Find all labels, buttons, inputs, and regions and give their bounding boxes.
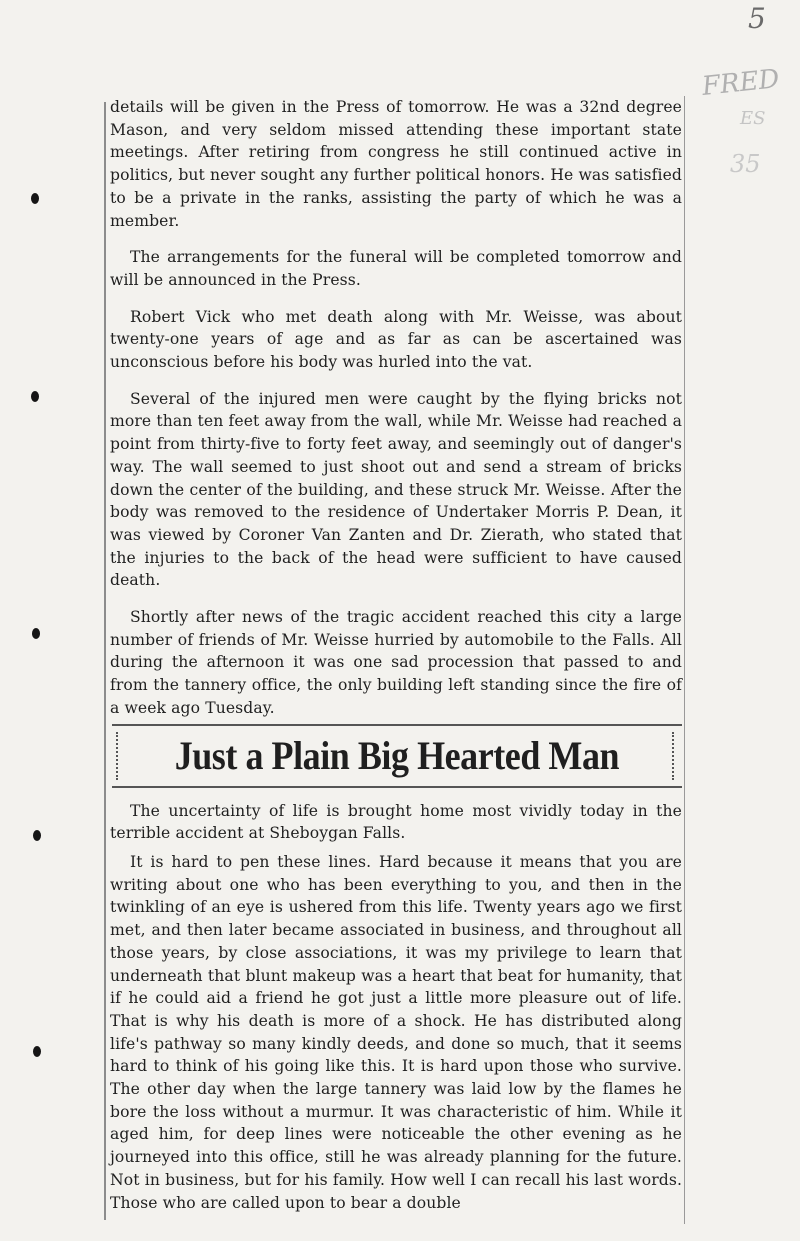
- article-paragraph: Robert Vick who met death along with Mr. Weisse, was about twenty-one years of age and as far as can be ascertained was unconscious before his body was hurled into the vat.: [110, 307, 682, 372]
- headline-box: [112, 724, 682, 788]
- page-number: 5: [748, 2, 766, 35]
- binder-hole: [33, 830, 41, 841]
- newspaper-clipping: [100, 96, 682, 1228]
- margin-note-1: FRED: [700, 64, 781, 102]
- margin-note-3: 35: [730, 150, 761, 178]
- binder-hole: [31, 391, 39, 402]
- article-paragraph: details will be given in the Press of tomorrow. He was a 32nd degree Mason, and very seldom missed attending these important state meetings. After retiring from congress he still continued active in politics, but never sought any further political honors. He was satisfied to be a private in the ranks, assisting the party of which he was a member.: [110, 98, 682, 230]
- article-paragraph: Several of the injured men were caught by the flying bricks not more than ten feet away from the wall, while Mr. Weisse had reached a point from thirty-five to forty feet away, and seemingly out of danger's way. The wall seemed to just shoot out and send a stream of bricks down the center of the building, and these struck Mr. Weisse. After the body was removed to the residence of Undertaker Morris P. Dean, it was viewed by Coroner Van Zanten and Dr. Zierath, who stated that the injuries to the back of the head were sufficient to have caused death.: [110, 389, 682, 590]
- editorial-paragraph: It is hard to pen these lines. Hard because it means that you are writing about one who has been everything to you, and then in the twinkling of an eye is ushered from this life. Twenty years ago we first met, and then later became associated in business, and throughout all those years, by close associations, it was my privilege to learn that underneath that blunt makeup was a heart that beat for humanity, that if he could aid a friend he got just a little more pleasure out of life. That is why his death is more of a shock. He has distributed along life's pathway so many kindly deeds, and done so much, that it seems hard to think of his going like this. It is hard upon those who survive. The other day when the large tannery was laid low by the flames he bore the loss without a murmur. It was characteristic of him. While it aged him, for deep lines were noticeable the other evening as he journeyed into this office, still he was already planning for the future. Not in business, but for his family. How well I can recall his last words. Those who are called upon to bear a double: [110, 852, 682, 1212]
- editorial-headline: Just a Plain Big Hearted Man: [174, 733, 620, 779]
- article-paragraph: Shortly after news of the tragic accident reached this city a large number of friends of Mr. Weisse hurried by automobile to the Falls. All during the afternoon it was one sad procession that passed to and from the tannery office, the only building left standing since the fire of a week ago Tuesday.: [110, 608, 682, 717]
- margin-note-2: ES: [740, 108, 766, 129]
- binder-hole: [32, 628, 40, 639]
- article-body: [100, 96, 682, 720]
- binder-hole: [33, 1046, 41, 1057]
- editorial-body: [100, 800, 682, 1215]
- binder-hole: [31, 193, 39, 204]
- article-paragraph: The arrangements for the funeral will be completed tomorrow and will be announced in the Press.: [110, 248, 682, 289]
- editorial-paragraph: The uncertainty of life is brought home most vividly today in the terrible accident at Sheboygan Falls.: [110, 801, 682, 843]
